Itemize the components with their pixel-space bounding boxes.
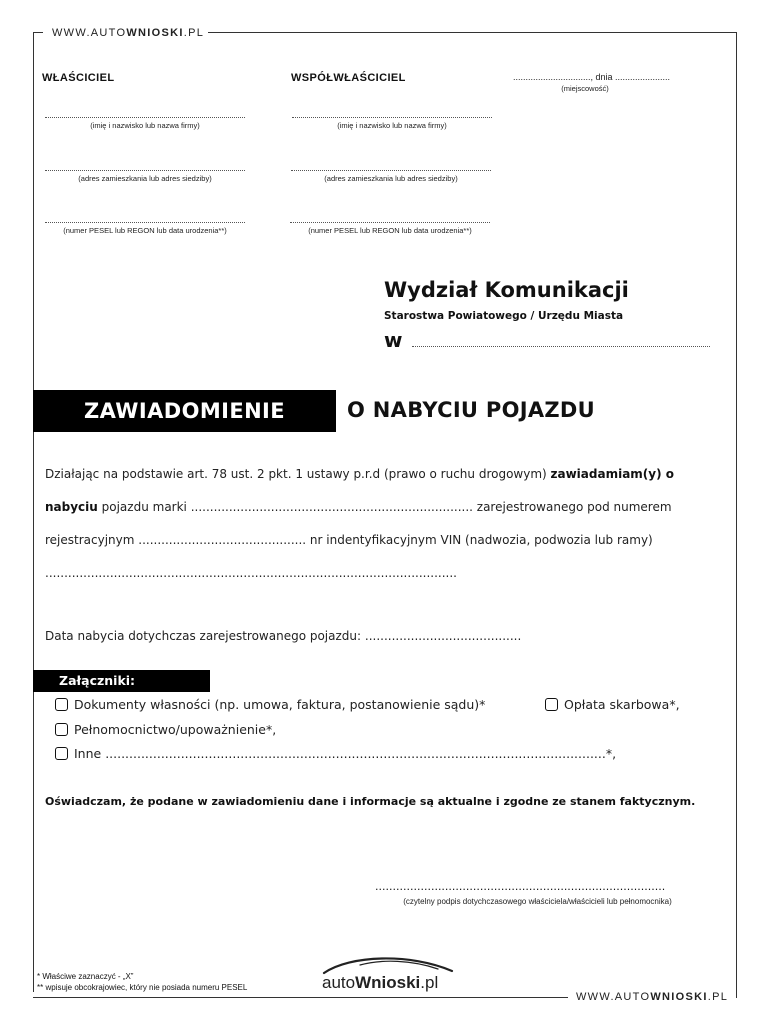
signature-line[interactable]: ................................................................................... bbox=[375, 880, 666, 893]
body-line-2-text[interactable]: pojazdu marki .......................................................................... zarejestrowanego pod numerem bbox=[97, 500, 672, 514]
office-w-label: w bbox=[384, 328, 403, 352]
body-line-1 bbox=[45, 467, 674, 481]
declaration-text: Oświadczam, że podane w zawiadomieniu dane i informacje są aktualne i zgodne ze stanem faktycznym. bbox=[45, 795, 696, 808]
title-rest: O NABYCIU POJAZDU bbox=[347, 398, 596, 422]
checkbox-power-of-attorney[interactable] bbox=[55, 723, 68, 736]
checkbox-ownership[interactable] bbox=[55, 698, 68, 711]
attachment-item-power-of-attorney[interactable] bbox=[55, 722, 276, 737]
brand-url-bottom-suffix: .PL bbox=[707, 991, 729, 1003]
logo-text bbox=[322, 973, 438, 993]
attachments-header: Załączniki: bbox=[33, 670, 210, 692]
attachment-power-of-attorney-label: Pełnomocnictwo/upoważnienie*, bbox=[74, 722, 277, 737]
office-city-field[interactable] bbox=[412, 346, 710, 347]
attachment-ownership-label: Dokumenty własności (np. umowa, faktura, postanowienie sądu)* bbox=[74, 697, 486, 712]
frame-top-right bbox=[208, 32, 736, 33]
attachment-other-label: Inne ..............................................................................................................................*, bbox=[74, 746, 617, 761]
checkbox-other[interactable] bbox=[55, 747, 68, 760]
coowner-name-field[interactable] bbox=[292, 117, 492, 118]
owner-address-caption: (adres zamieszkania lub adres siedziby) bbox=[78, 174, 212, 183]
coowner-label: WSPÓŁWŁAŚCICIEL bbox=[291, 72, 406, 84]
footnote-2: ** wpisuje obcokrajowiec, który nie posiada numeru PESEL bbox=[37, 983, 248, 992]
owner-id-field[interactable] bbox=[45, 222, 245, 223]
place-date-line[interactable]: ..............................., dnia ...................... bbox=[513, 72, 671, 82]
owner-name-caption: (imię i nazwisko lub nazwa firmy) bbox=[90, 121, 200, 130]
footnote-1: * Właściwe zaznaczyć - „X” bbox=[37, 972, 134, 981]
office-title: Wydział Komunikacji bbox=[384, 278, 629, 302]
body-line-4[interactable]: ............................................................................................................ bbox=[45, 566, 457, 580]
brand-url-top[interactable] bbox=[52, 27, 204, 39]
body-line-2-bold: nabyciu bbox=[45, 500, 98, 514]
logo-prefix: auto bbox=[322, 973, 356, 992]
attachment-item-ownership[interactable] bbox=[55, 697, 485, 712]
coowner-id-caption: (numer PESEL lub REGON lub data urodzenia**) bbox=[308, 226, 472, 235]
signature-caption: (czytelny podpis dotychczasowego właściciela/właścicieli lub pełnomocnika) bbox=[403, 897, 672, 906]
autownioski-logo[interactable] bbox=[320, 953, 460, 993]
brand-url-bottom-bold: WNIOSKI bbox=[650, 991, 708, 1003]
body-line-1-bold: zawiadamiam(y) o bbox=[550, 467, 675, 481]
office-subtitle: Starostwa Powiatowego / Urzędu Miasta bbox=[384, 310, 624, 322]
logo-bold: Wnioski bbox=[355, 973, 421, 992]
coowner-address-caption: (adres zamieszkania lub adres siedziby) bbox=[324, 174, 458, 183]
owner-id-caption: (numer PESEL lub REGON lub data urodzenia**) bbox=[63, 226, 227, 235]
attachment-item-other[interactable] bbox=[55, 746, 616, 761]
attachment-fee-label: Opłata skarbowa*, bbox=[564, 697, 680, 712]
brand-url-bottom-prefix: WWW.AUTO bbox=[576, 991, 651, 1003]
owner-label: WŁAŚCICIEL bbox=[42, 72, 115, 84]
owner-name-field[interactable] bbox=[45, 117, 245, 118]
brand-url-prefix: WWW.AUTO bbox=[52, 27, 127, 39]
coowner-id-field[interactable] bbox=[290, 222, 490, 223]
acquisition-date-line[interactable]: Data nabycia dotychczas zarejestrowanego pojazdu: ......................................... bbox=[45, 629, 522, 643]
frame-left bbox=[33, 32, 34, 992]
body-line-2 bbox=[45, 500, 672, 514]
brand-url-suffix: .PL bbox=[183, 27, 205, 39]
coowner-name-caption: (imię i nazwisko lub nazwa firmy) bbox=[337, 121, 447, 130]
attachment-item-fee[interactable] bbox=[545, 697, 680, 712]
brand-url-bottom[interactable] bbox=[576, 991, 728, 1003]
body-line-3[interactable]: rejestracyjnym ............................................ nr indentyfikacyjnym VIN (nadwozia, podwozia lub ramy) bbox=[45, 533, 653, 547]
title-highlight: ZAWIADOMIENIE bbox=[33, 390, 336, 432]
place-caption: (miejscowość) bbox=[561, 84, 609, 93]
brand-url-bold: WNIOSKI bbox=[126, 27, 184, 39]
frame-top-left bbox=[33, 32, 43, 33]
owner-address-field[interactable] bbox=[45, 170, 245, 171]
body-line-1-text: Działając na podstawie art. 78 ust. 2 pkt. 1 ustawy p.r.d (prawo o ruchu drogowym) bbox=[45, 467, 551, 481]
checkbox-fee[interactable] bbox=[545, 698, 558, 711]
frame-right bbox=[736, 32, 737, 998]
coowner-address-field[interactable] bbox=[291, 170, 491, 171]
logo-suffix: .pl bbox=[420, 973, 439, 992]
frame-bottom bbox=[33, 997, 568, 998]
